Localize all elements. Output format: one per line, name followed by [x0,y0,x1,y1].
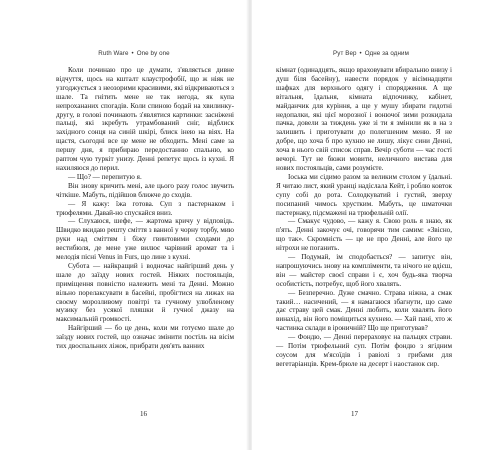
paragraph: Іоська ми сідимо разом за великим столом у їдальні. Я читаю лист, який уранці надіслала Кейт, і роблю ковток супу собі до рота. Солодкуватий і густий, зверху посипаний чимось хрустким. Мабуть, це шматочки пастернаку, підсмажені на трюфельній олії. [276,172,452,217]
left-header-author: Ruth Ware [98,50,129,57]
left-page [0,0,248,450]
paragraph: — Безперечно. Дуже смачно. Страва ніжна, а смак такий… насичений, — я намагаюся збагнути, що саме дає страву цей смак. Денні любить, коли хвалять його винахід, він його поміщиться кухнею. — Хай пані, хто ж частинка склади в іроничній? Що ще приготував? [276,288,452,333]
paragraph: Коли починаю про це думати, з'являється дивне відчуття, щось на кшталт клаустрофобії, що ж ніяк не узгоджується з неозорими красивими, які відкриваються з шале. Та гнітить мене не так негода, як купа непрохананих спогадів. Коли спиною бодай на хвилинку-другу, в голові починають з'являтися картинки: засніжені пальці, які зкребуть утрамбований сніг, відблиск західного сонця на синій шкірі, блиск інею на віях. На щастя, сьогодні все це мене не обходить. Мені саме за першу дня, я прибираю передостанню спальню, ко раптом чую туркіт унизу. Денні репетує щось із кухні. Я нахиляюся до перил. [56,66,234,172]
right-page [252,0,500,450]
paragraph: — Фондю, — Денні перераховує на пальцях страви. — Потім трюфельний суп. Потім фондю з ягідним соусом для м'ясоїдів і равіолі з грибами для вегетаріанців. Крем-брюле на десерт і наостанок сир. [276,333,452,368]
right-header-title: Одне за одним [364,50,409,57]
paragraph: Субота — найкращий і водночас найгірший день у шале до заїзду нових гостей. Ніяких постояльців, приміщення повністю належить мені та Денні. Можно вільно порелаксувати в басейні, пробігтися на лижах на своєму морозливому повітрі та гучному улюбленому музику без усякої пляшки й гучної джазу на максимальній громкості. [56,261,234,324]
right-header-author: Рут Вер [333,50,357,57]
right-running-header [242,50,500,57]
left-running-header [20,50,248,57]
paragraph: Він знову кричить мені, але цього разу голос звучить чіткіше. Мабуть, підійшов ближче до сходів. [56,181,234,199]
paragraph: — Що? — перепитую я. [68,172,142,181]
right-page-body [276,66,452,369]
paragraph: кімнат (одинадцять, якщо враховувати вбиральню внизу і душ біля басейну), навести порядок у вісімнадцяти шафках для верхнього одягу і спорядження. А ще вітальня, їдальня, кімната відпочинку, кабінет, майданчик для куріння, а ще у мушу збирати гидотні недопалки, які цієї морозної і вонючої зими розкидала пачка, довели за тиждень уже зі ти я змінили як в на з залишить і приготувати до полегшеним меню. Я не добре, що хоча б про кухню не лишу, лікує сини Денні, хоча в нього свій список справ. Вечір суботи — час гості вечорі. Тут не бюжи мовити, неличного вистава для нових постояльців, сами розумієте. [276,66,452,172]
right-page-number: 17 [351,410,358,418]
paragraph: — Подумай, ім сподобається? — запитує він, напрошуючись знову на компліменти, та нічого не вдієш, він — майстер своєї справи і є, хоч будь-яка творча особистість, потребує, щоб його хвалять. [276,253,452,288]
paragraph: — Я кажу: їжа готова. Суп з пастернаком і трюфелями. Давай-но спускайся вниз. [56,199,234,217]
paragraph: Найгірший — бо це день, коли ми готуємо шале до заїзду нових гостей, що означає змінити постіль на вісім тих двоспальних ліжок, прибрати дев'ять ванних [56,324,234,351]
paragraph: — Смакує чудово, — кажу я. Свою роль я знаю, як п'ять. Денні закочує очі, говорячи тим самим: «Звісно, що так». Скромність — це не про Денні, але його це нітрохи не поганить. [276,217,452,253]
paragraph: — Слухаюся, шефе, — жартома кричу у відповідь. Швидко вкидаю решту сміття з ванної у чорну торбу, мию руки над сміттям і біжу гвинтовими сходами до вестибюля, де мене уже вилює чарівний аромат та і мелодія пісні Venus in Furs, що лине з кухні. [56,217,234,262]
left-page-number: 16 [140,410,147,418]
right-header-separator: • [359,51,362,57]
left-header-title: One by one [136,50,170,57]
left-header-separator: • [131,51,134,57]
left-page-body [56,66,234,351]
